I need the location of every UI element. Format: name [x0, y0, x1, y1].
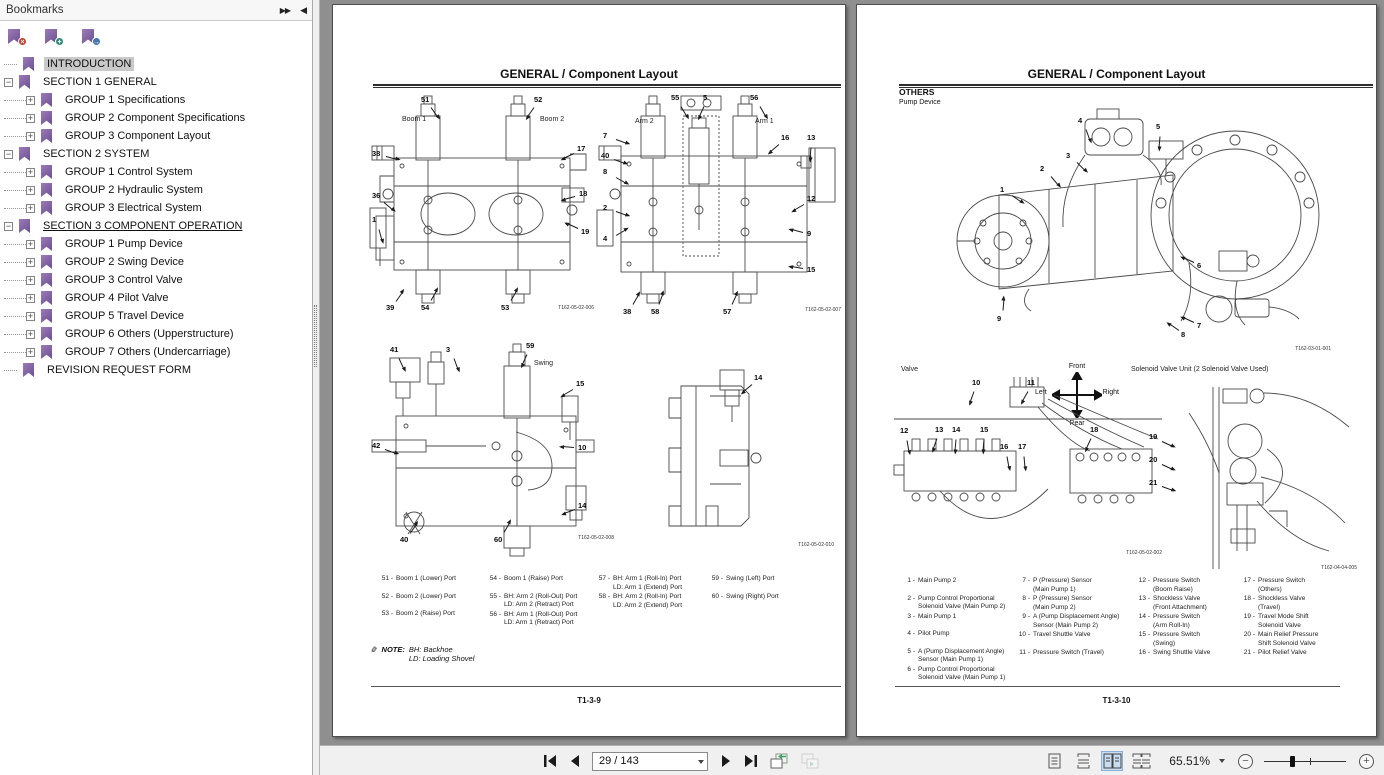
callout-number: 36: [372, 191, 381, 200]
zoom-slider-thumb[interactable]: [1290, 756, 1295, 767]
callout-number: 17: [577, 144, 586, 153]
callout-number: 4: [603, 234, 608, 243]
single-page-view-button[interactable]: [1043, 751, 1065, 771]
callout-number: 15: [576, 379, 585, 388]
callout-number: 1: [372, 215, 377, 224]
page-title: GENERAL / Component Layout: [500, 67, 678, 81]
figure-reference: T162-05-02-002: [1126, 550, 1162, 556]
callout-number: 54: [421, 303, 430, 312]
title-rule: [373, 84, 841, 88]
callout-number: 38: [623, 307, 632, 316]
diagram-pilot-valve-hoses: [892, 373, 1164, 558]
bookmark-item-label[interactable]: GROUP 1 Pump Device: [65, 238, 183, 250]
compass-left-label: Left: [1035, 389, 1047, 396]
bookmark-item[interactable]: [0, 235, 312, 253]
tree-connector: [4, 136, 26, 137]
callout-number: 2: [1040, 164, 1045, 173]
tree-connector: [4, 190, 26, 191]
bookmark-flag-icon: [41, 111, 52, 125]
legend-entry: 13 - Shockless Valve (Front Attachment): [1138, 595, 1207, 611]
compass-right-label: Right: [1102, 389, 1119, 396]
tree-connector: [4, 172, 26, 173]
legend-column: [901, 577, 1005, 684]
bookmark-item[interactable]: [0, 55, 312, 73]
tree-connector: [4, 316, 26, 317]
bookmark-flag-icon: [23, 57, 34, 71]
bookmark-flag-icon: [41, 93, 52, 107]
callout-number: 16: [1000, 442, 1009, 451]
expand-node-icon[interactable]: +: [27, 112, 34, 123]
tree-connector: [4, 64, 17, 65]
legend-entry: 2 - Pump Control Proportional Solenoid Valve (Main Pump 2): [907, 594, 1006, 610]
bookmark-item[interactable]: [0, 199, 312, 217]
expand-node-icon[interactable]: +: [27, 256, 34, 267]
bookmark-item-label[interactable]: SECTION 1 GENERAL: [43, 76, 157, 88]
bookmarks-toolbar: [0, 23, 312, 51]
page-number-input[interactable]: [593, 753, 689, 770]
callout-number: 13: [935, 425, 944, 434]
callout-number: 8: [1181, 330, 1186, 339]
callout-number: 16: [781, 133, 790, 142]
callout-number: 7: [603, 131, 608, 140]
bookmark-flag-icon: [41, 201, 52, 215]
legend-entry: 60 - Swing (Right) Port: [711, 592, 779, 600]
callout-number: 6: [1197, 261, 1202, 270]
callout-number: 14: [952, 425, 961, 434]
delete-badge-icon: ×: [18, 37, 27, 46]
legend-column: [709, 575, 779, 610]
bookmark-item[interactable]: [0, 145, 312, 163]
zoom-100-tick: [1310, 758, 1311, 765]
bookmark-item[interactable]: [0, 307, 312, 325]
callout-number: 5: [703, 93, 708, 102]
bookmark-flag-icon: [41, 183, 52, 197]
bookmark-item-label[interactable]: GROUP 7 Others (Undercarriage): [65, 346, 231, 358]
expand-node-icon[interactable]: +: [27, 328, 34, 339]
callout-number: 2: [603, 203, 608, 212]
component-legend: [901, 577, 1361, 685]
note-line: LD: Loading Shovel: [408, 654, 475, 663]
bookmark-item-label[interactable]: GROUP 1 Control System: [65, 166, 193, 178]
diagram-label: Swing: [534, 360, 554, 367]
legend-entry: 55 - BH: Arm 2 (Roll-Out) Port LD: Arm 2 (Retract) Port: [489, 592, 578, 608]
diagram-label: Arm 1: [755, 118, 774, 125]
callout-number: 10: [578, 443, 587, 452]
page-number-label: T1-3-9: [577, 696, 601, 705]
expand-node-icon[interactable]: +: [27, 346, 34, 357]
bookmarks-panel-title: Bookmarks: [6, 4, 64, 16]
footer-rule: [371, 686, 841, 687]
next-page-button[interactable]: [717, 752, 733, 770]
go-to-bookmark-button[interactable]: [82, 29, 100, 46]
diagram-control-valve-swing: [366, 336, 616, 571]
callout-number: 14: [578, 501, 587, 510]
legend-entry: 3 - Main Pump 1: [907, 612, 957, 620]
callout-number: 53: [501, 303, 510, 312]
bookmark-flag-icon: [41, 273, 52, 287]
compass-rear-label: Rear: [1069, 420, 1085, 427]
callout-number: 12: [807, 194, 816, 203]
zoom-level-value[interactable]: 65.51%: [1169, 754, 1210, 768]
note-label: NOTE:: [381, 645, 405, 654]
tree-connector: [4, 352, 26, 353]
viewer-status-bar: [320, 745, 1384, 775]
zoom-out-button[interactable]: −: [1238, 754, 1253, 769]
callout-number: 10: [972, 378, 981, 387]
diagram-valve-side-view: [646, 356, 836, 566]
callout-number: 3: [446, 345, 451, 354]
zoom-controls-group: [1043, 746, 1374, 775]
page-number-label: T1-3-10: [1102, 696, 1131, 705]
callout-number: 19: [581, 227, 590, 236]
pdf-page-right: [856, 4, 1377, 737]
bookmark-item-label[interactable]: GROUP 3 Electrical System: [65, 202, 202, 214]
bookmark-item[interactable]: [0, 163, 312, 181]
footer-rule: [895, 686, 1340, 687]
scrolling-view-button[interactable]: [1072, 751, 1094, 771]
legend-column: [1241, 577, 1318, 667]
legend-column: [379, 575, 456, 628]
tree-connector: [4, 334, 26, 335]
expand-node-icon[interactable]: +: [27, 238, 34, 249]
bookmark-flag-icon: [19, 147, 30, 161]
tree-connector: [4, 118, 26, 119]
document-column: [320, 0, 1384, 775]
pdf-page-left: [332, 4, 846, 737]
new-bookmark-button[interactable]: [45, 29, 60, 45]
document-area[interactable]: [320, 0, 1384, 745]
section-subheading: Pump Device: [899, 99, 941, 106]
diagram-label: Arm 2: [635, 118, 654, 125]
figure-reference: T162-03-01-001: [1295, 346, 1331, 352]
bookmark-item[interactable]: [0, 91, 312, 109]
collapse-node-icon[interactable]: −: [5, 148, 12, 159]
bookmark-item-label[interactable]: GROUP 3 Component Layout: [65, 130, 211, 142]
bookmark-item[interactable]: [0, 127, 312, 145]
page-navigation-group: [542, 746, 820, 775]
bookmark-flag-icon: [41, 345, 52, 359]
bookmark-item-label[interactable]: SECTION 3 COMPONENT OPERATION: [43, 220, 243, 232]
bookmark-item[interactable]: [0, 73, 312, 91]
legend-entry: 16 - Swing Shuttle Valve: [1138, 649, 1211, 656]
callout-number: 8: [603, 167, 608, 176]
legend-column: [1016, 577, 1119, 666]
expand-node-icon[interactable]: +: [27, 184, 34, 195]
legend-entry: 59 - Swing (Left) Port: [711, 575, 775, 582]
callout-number: 1: [1000, 185, 1005, 194]
callout-number: 9: [997, 314, 1002, 323]
bookmark-item-label[interactable]: INTRODUCTION: [44, 57, 134, 71]
legend-entry: 18 - Shockless Valve (Travel): [1243, 595, 1306, 611]
legend-entry: 20 - Main Relief Pressure Shift Solenoid Valve: [1243, 631, 1319, 647]
callout-number: 15: [807, 265, 816, 274]
callout-number: 52: [534, 95, 543, 104]
legend-column: [596, 575, 682, 611]
bookmarks-panel: [0, 0, 313, 775]
page-number-box: [592, 752, 708, 771]
first-page-button[interactable]: [542, 752, 558, 770]
legend-entry: 57 - BH: Arm 1 (Roll-In) Port LD: Arm 1 (Extend) Port: [598, 575, 682, 591]
callout-number: 3: [1066, 151, 1071, 160]
expand-node-icon[interactable]: +: [27, 202, 34, 213]
bookmark-item[interactable]: [0, 289, 312, 307]
callout-number: 18: [579, 189, 588, 198]
legend-entry: 10 - Travel Shuttle Valve: [1018, 631, 1091, 638]
legend-entry: 19 - Travel Mode Shift Solenoid Valve: [1243, 613, 1309, 629]
callout-number: 17: [1018, 442, 1027, 451]
bookmark-flag-icon: [41, 309, 52, 323]
zoom-in-button[interactable]: +: [1359, 754, 1374, 769]
legend-entry: 51 - Boom 1 (Lower) Port: [381, 575, 456, 582]
diagram-pump-device: [937, 103, 1331, 352]
legend-entry: 9 - A (Pump Displacement Angle) Sensor (Main Pump 2): [1022, 613, 1120, 629]
page-dropdown-caret-icon[interactable]: [698, 760, 704, 764]
valve-diagram-label: Valve: [901, 366, 918, 373]
bookmark-flag-icon: [19, 219, 30, 233]
figure-reference: T162-05-02-007: [805, 307, 841, 313]
page-title: GENERAL / Component Layout: [1027, 67, 1206, 81]
title-rule: [899, 84, 1373, 88]
section-heading: OTHERS: [899, 87, 935, 97]
last-page-button[interactable]: [742, 752, 758, 770]
expand-node-icon[interactable]: +: [27, 130, 34, 141]
bookmark-item-label[interactable]: SECTION 2 SYSTEM: [43, 148, 150, 160]
callout-number: 13: [807, 133, 816, 142]
tree-connector: [4, 208, 26, 209]
legend-entry: 8 - P (Pressure) Sensor (Main Pump 2): [1022, 595, 1092, 611]
bookmark-item-label[interactable]: GROUP 2 Swing Device: [65, 256, 185, 268]
tree-connector: [4, 370, 17, 371]
zoom-dropdown-caret-icon[interactable]: [1219, 759, 1225, 763]
bookmark-item-label[interactable]: GROUP 5 Travel Device: [65, 310, 185, 322]
legend-column: [487, 575, 577, 629]
bookmark-item[interactable]: [0, 325, 312, 343]
legend-entry: 6 - Pump Control Proportional Solenoid Valve (Main Pump 1): [907, 665, 1006, 681]
delete-bookmark-button[interactable]: [8, 29, 23, 45]
bookmark-item-label[interactable]: GROUP 1 Specifications: [65, 94, 186, 106]
legend-entry: 17 - Pressure Switch (Others): [1243, 577, 1305, 593]
two-page-view-button[interactable]: [1101, 751, 1123, 771]
previous-page-button[interactable]: [567, 752, 583, 770]
bookmark-item-label[interactable]: GROUP 2 Hydraulic System: [65, 184, 203, 196]
divider-grip-handle[interactable]: [314, 305, 317, 367]
callout-number: 42: [372, 441, 381, 450]
callout-number: 51: [421, 95, 430, 104]
bookmark-flag-icon: [23, 363, 34, 377]
callout-number: 15: [980, 425, 989, 434]
bookmark-flag-icon: [41, 291, 52, 305]
bookmark-item[interactable]: [0, 109, 312, 127]
callout-number: 9: [807, 229, 812, 238]
bookmark-flag-icon: [41, 255, 52, 269]
panel-resize-divider[interactable]: [313, 0, 320, 775]
legend-entry: 21 - Pilot Relief Valve: [1243, 649, 1307, 656]
bookmark-item[interactable]: [0, 343, 312, 361]
diagram-control-valve-boom: [366, 90, 596, 325]
figure-reference: T162-05-02-010: [798, 542, 834, 548]
diagram-label: Boom 2: [540, 116, 565, 123]
legend-entry: 52 - Boom 2 (Lower) Port: [381, 592, 456, 600]
previous-view-button[interactable]: [769, 753, 789, 770]
solenoid-unit-label: Solenoid Valve Unit (2 Solenoid Valve Used): [1131, 366, 1269, 373]
callout-number: 41: [390, 345, 399, 354]
bookmark-item-label[interactable]: GROUP 3 Control Valve: [65, 274, 183, 286]
bookmark-item[interactable]: [0, 271, 312, 289]
compass-front-label: Front: [1068, 363, 1086, 370]
bookmark-flag-icon: [41, 327, 52, 341]
bookmark-item[interactable]: [0, 361, 312, 379]
tree-connector: [4, 262, 26, 263]
callout-number: 40: [601, 151, 610, 160]
legend-entry: 54 - Boom 1 (Raise) Port: [489, 575, 563, 582]
legend-column: [1136, 577, 1210, 667]
callout-number: 40: [400, 535, 409, 544]
bookmark-flag-icon: [41, 165, 52, 179]
bookmark-flag-icon: [41, 129, 52, 143]
legend-entry: 5 - A (Pump Displacement Angle) Sensor (Main Pump 1): [907, 647, 1005, 663]
bookmark-item-label[interactable]: REVISION REQUEST FORM: [47, 364, 192, 376]
zoom-slider-track[interactable]: [1264, 761, 1346, 762]
collapse-node-icon[interactable]: −: [5, 220, 12, 231]
callout-number: 56: [750, 93, 759, 102]
tree-connector: [4, 244, 26, 245]
tree-connector: [4, 298, 26, 299]
bookmarks-tree: [0, 51, 312, 379]
figure-reference: T162-05-02-006: [558, 305, 594, 311]
callout-number: 5: [1156, 122, 1161, 131]
next-view-button[interactable]: [800, 753, 820, 770]
legend-entry: 58 - BH: Arm 2 (Roll-In) Port LD: Arm 2 (Extend) Port: [598, 593, 682, 609]
expand-node-icon[interactable]: +: [27, 310, 34, 321]
bookmark-item[interactable]: [0, 181, 312, 199]
bookmark-flag-icon: [41, 237, 52, 251]
legend-entry: 15 - Pressure Switch (Swing): [1138, 631, 1200, 647]
two-page-scrolling-view-button[interactable]: [1130, 751, 1152, 771]
expand-node-icon[interactable]: +: [27, 292, 34, 303]
goto-badge-icon: →: [93, 39, 100, 46]
callout-number: 14: [754, 373, 763, 382]
bookmark-item[interactable]: [0, 217, 312, 235]
tree-connector: [4, 280, 26, 281]
callout-number: 55: [671, 93, 680, 102]
callout-number: 21: [1149, 478, 1158, 487]
legend-entry: 56 - BH: Arm 1 (Roll-Out) Port LD: Arm 1 (Retract) Port: [489, 610, 578, 626]
callout-number: 18: [1090, 425, 1099, 434]
legend-entry: 1 - Main Pump 2: [907, 577, 957, 584]
callout-number: 59: [526, 341, 535, 350]
callout-number: 11: [1027, 378, 1035, 387]
tree-connector: [4, 100, 26, 101]
callout-number: 58: [651, 307, 660, 316]
callout-number: 4: [1078, 116, 1083, 125]
figure-reference: T162-05-02-008: [578, 535, 614, 541]
callout-number: 7: [1197, 321, 1202, 330]
bookmark-item-label[interactable]: GROUP 4 Pilot Valve: [65, 292, 169, 304]
collapse-node-icon[interactable]: −: [5, 76, 12, 87]
callout-number: 39: [386, 303, 395, 312]
add-badge-icon: +: [55, 37, 64, 46]
collapse-panel-icon[interactable]: ◀: [300, 4, 306, 15]
legend-entry: 12 - Pressure Switch (Boom Raise): [1138, 577, 1200, 593]
bookmark-item-label[interactable]: GROUP 2 Component Specifications: [65, 112, 246, 124]
legend-entry: 7 - P (Pressure) Sensor (Main Pump 1): [1022, 577, 1092, 593]
expand-node-icon[interactable]: +: [27, 94, 34, 105]
note-block: [371, 645, 474, 663]
note-line: BH: Backhoe: [408, 645, 453, 654]
expand-node-icon[interactable]: +: [27, 274, 34, 285]
legend-entry: 4 - Pilot Pump: [907, 630, 950, 637]
callout-number: 38: [372, 149, 381, 158]
callout-number: 60: [494, 535, 503, 544]
pencil-icon: ✎: [371, 645, 379, 655]
callout-number: 20: [1149, 455, 1158, 464]
zoom-slider[interactable]: [1264, 754, 1346, 769]
diagram-control-valve-arm: [595, 90, 843, 325]
legend-entry: 53 - Boom 2 (Raise) Port: [381, 610, 455, 617]
legend-entry: 14 - Pressure Switch (Arm Roll-In): [1138, 613, 1200, 629]
port-legend: [379, 575, 829, 637]
diagram-label: Boom 1: [402, 116, 427, 123]
bookmark-flag-icon: [19, 75, 30, 89]
legend-entry: 11 - Pressure Switch (Travel): [1019, 648, 1104, 656]
diagram-solenoid-valve-unit: [1129, 383, 1359, 573]
figure-reference: T162-04-04-005: [1321, 565, 1357, 571]
callout-number: 19: [1149, 432, 1158, 441]
callout-number: 57: [723, 307, 732, 316]
expand-current-bookmark-icon[interactable]: ▶▶: [279, 5, 291, 15]
expand-node-icon[interactable]: +: [27, 166, 34, 177]
bookmark-item[interactable]: [0, 253, 312, 271]
callout-number: 12: [900, 426, 909, 435]
bookmarks-panel-header: [0, 0, 312, 21]
bookmark-item-label[interactable]: GROUP 6 Others (Upperstructure): [65, 328, 234, 340]
